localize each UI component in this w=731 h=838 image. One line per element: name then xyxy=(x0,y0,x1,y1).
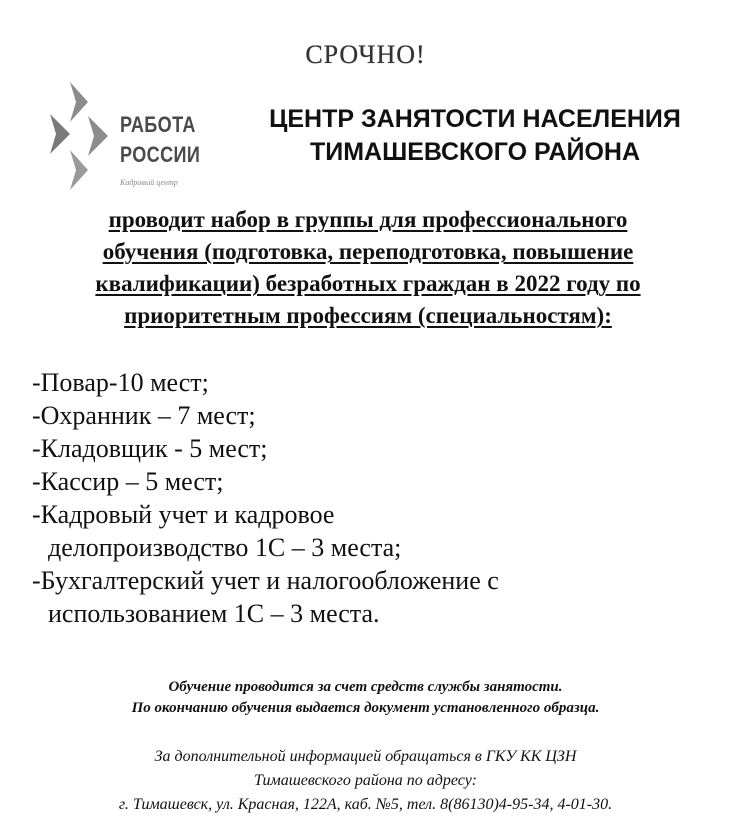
list-item-continuation: использованием 1С – 3 места. xyxy=(48,599,380,628)
urgent-heading: СРОЧНО! xyxy=(305,40,426,69)
professions-list xyxy=(32,366,702,630)
contact-line: Тимашевского района по адресу: xyxy=(254,772,477,789)
intro-line: приоритетным профессиям (специальностям): xyxy=(124,303,612,328)
logo-tagline: Кадровый центр xyxy=(120,178,178,187)
contact-line: За дополнительной информацией обращаться в ГКУ КК ЦЗН xyxy=(154,748,577,765)
note-line: Обучение проводится за счет средств службы занятости. xyxy=(168,679,563,695)
list-item: -Бухгалтерский учет и налогообложение с xyxy=(32,566,499,595)
chevron-arrows-logo-icon xyxy=(48,82,118,202)
logo-word-rabota: РАБОТА xyxy=(120,112,196,137)
contact-info xyxy=(0,745,731,817)
rabota-rossii-logo xyxy=(48,82,228,202)
logo-word-rossii: РОССИИ xyxy=(120,142,201,167)
list-item: -Кадровый учет и кадровое xyxy=(32,500,335,529)
list-item: -Повар-10 мест; xyxy=(32,368,209,397)
intro-line: квалификации) безработных граждан в 2022 году по xyxy=(95,271,641,296)
organization-line: ЦЕНТР ЗАНЯТОСТИ НАСЕЛЕНИЯ xyxy=(269,105,681,133)
intro-line: обучения (подготовка, переподготовка, повышение xyxy=(102,239,634,264)
list-item-continuation: делопроизводство 1С – 3 места; xyxy=(48,533,402,562)
funding-note xyxy=(0,677,731,719)
intro-line: проводит набор в группы для профессионального xyxy=(108,207,628,232)
list-item: -Охранник – 7 мест; xyxy=(32,401,256,430)
intro-paragraph xyxy=(36,204,700,332)
organization-line: ТИМАШЕВСКОГО РАЙОНА xyxy=(309,138,641,166)
list-item: -Кассир – 5 мест; xyxy=(32,467,224,496)
list-item: -Кладовщик - 5 мест; xyxy=(32,434,268,463)
organization-title xyxy=(230,103,720,169)
note-line: По окончанию обучения выдается документ установленного образца. xyxy=(131,700,600,716)
contact-address: г. Тимашевск, ул. Красная, 122А, каб. №5, тел. 8(86130)4-95-34, 4-01-30. xyxy=(118,796,613,813)
